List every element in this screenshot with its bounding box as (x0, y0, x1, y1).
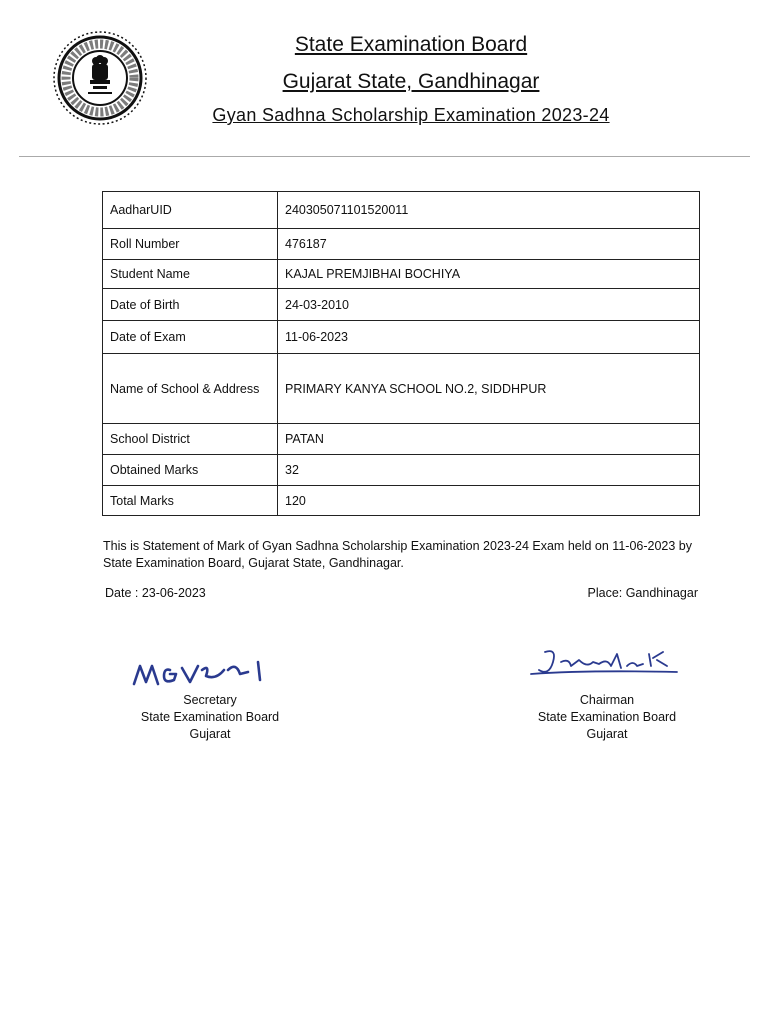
row-label: Name of School & Address (103, 354, 278, 424)
row-value: 120 (278, 486, 700, 516)
state-location: Gujarat State, Gandhinagar (282, 70, 540, 93)
table-row (103, 289, 700, 321)
state-emblem-seal-icon (52, 30, 148, 126)
header-divider (19, 156, 750, 157)
table-row (103, 260, 700, 289)
row-value: PRIMARY KANYA SCHOOL NO.2, SIDDHPUR (278, 354, 700, 424)
secretary-signature-icon (120, 640, 300, 692)
row-value: 240305071101520011 (278, 192, 700, 229)
secretary-title: Secretary (183, 693, 237, 707)
table-row (103, 321, 700, 354)
chairman-signature-block (507, 640, 707, 743)
board-name: State Examination Board (294, 33, 528, 56)
table-row (103, 192, 700, 229)
row-label: Total Marks (103, 486, 278, 516)
chairman-title: Chairman (579, 693, 635, 707)
table-row (103, 354, 700, 424)
chairman-state: Gujarat (586, 727, 628, 741)
row-value: PATAN (278, 424, 700, 455)
exam-title: Gyan Sadhna Scholarship Examination 2023-24 (212, 105, 610, 125)
statement-text: This is Statement of Mark of Gyan Sadhna Scholarship Examination 2023-24 Exam held on 11-06-2023 by State Examination Board, Gujarat State, Gandhinagar. (103, 539, 692, 570)
issue-place: Place: Gandhinagar (587, 586, 698, 600)
secretary-org: State Examination Board (140, 710, 280, 724)
table-row (103, 486, 700, 516)
row-value: 24-03-2010 (278, 289, 700, 321)
row-label: Date of Birth (103, 289, 278, 321)
row-label: Roll Number (103, 229, 278, 260)
chairman-signature-icon (517, 640, 697, 692)
row-label: AadharUID (103, 192, 278, 229)
row-value: KAJAL PREMJIBHAI BOCHIYA (278, 260, 700, 289)
table-row (103, 424, 700, 455)
document-heading (150, 30, 672, 127)
row-value: 11-06-2023 (278, 321, 700, 354)
table-row (103, 455, 700, 486)
row-label: School District (103, 424, 278, 455)
marks-table (102, 191, 700, 516)
issue-date: Date : 23-06-2023 (105, 586, 206, 600)
row-label: Student Name (103, 260, 278, 289)
table-row (103, 229, 700, 260)
secretary-signature-block (110, 640, 310, 743)
row-label: Obtained Marks (103, 455, 278, 486)
secretary-state: Gujarat (189, 727, 231, 741)
chairman-org: State Examination Board (537, 710, 677, 724)
row-value: 32 (278, 455, 700, 486)
row-label: Date of Exam (103, 321, 278, 354)
row-value: 476187 (278, 229, 700, 260)
